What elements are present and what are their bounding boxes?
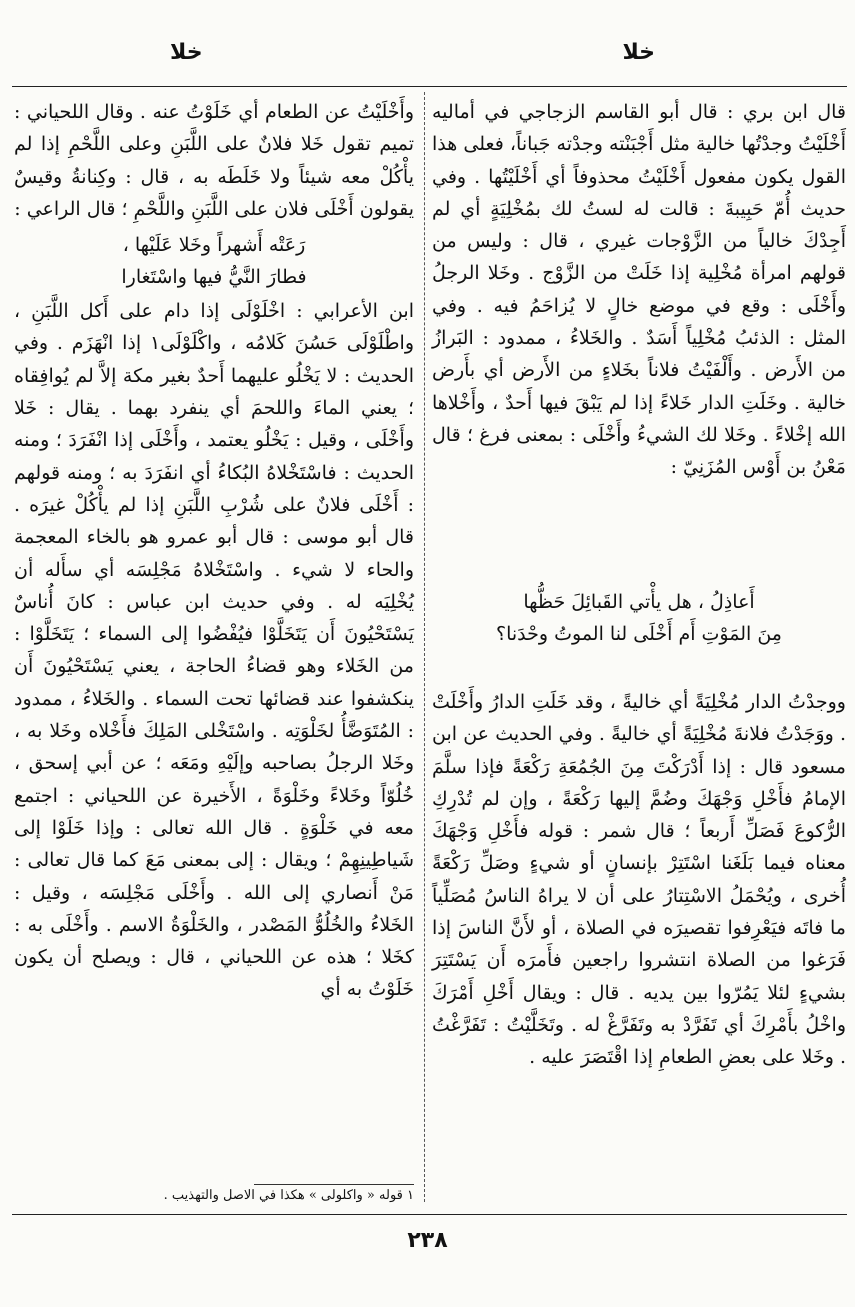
right-column-bottom — [432, 686, 846, 1074]
left-column-text-bottom: ابن الأعرابي : اخْلَوْلَى إذا دام على أَكل اللَّبَنِ ، واطْلَوْلَى حَسُنَ كَلامُه ، واكْلَوْلَى١ إذا انْهَزَم . وفي الحديث : لا يَخْلُو عليهما أَحدٌ بغير مكة إلاَّ لم يُوافِقاه ؛ يعني الماءَ واللحمَ أي ينفرد بهما . يقال : خَلا وأَخْلَى ، وقيل : يَخْلُو يعتمد ، وأَخْلَى إذا انْفَرَدَ ؛ ومنه الحديث : فاسْتَخْلاهُ البُكاءُ أي انفَرَدَ به ؛ ومنه قولهم : أَخْلَى فلانٌ على شُرْبِ اللَّبَنِ إذا لم يأْكُلْ غيرَه . قال أبو موسى : قال أبو عمرو هو بالخاء المعجمة والحاء لا شيء . واسْتَخْلاهُ مَجْلِسَه أي سأَله أن يُخْلِيَه له . وفي حديث ابن عباس : كانَ أُناسٌ يَسْتَحْيُونَ أَن يَتَخَلَّوْا فيُفْضُوا إلى السماء ؛ يَتَخَلَّوْا : من الخَلاء وهو قضاءُ الحاجة ، يعني يَسْتَحْيُونَ أَن ينكشفوا عند قضائها تحت السماء . والخَلاءُ ، ممدود : المُتَوَضَّأُ لخَلْوَتِه . واسْتَخْلى المَلِكَ فأَخْلاه وخَلا به ، وخَلا الرجلُ بصاحبه وإلَيْهِ ومَعَه ؛ عن أبي إسحق ، خُلُوّاً وخَلاءً وخَلْوَةً ، الأَخيرة عن اللحياني : اجتمع معه في خَلْوَةٍ . قال الله تعالى : وإذا خَلَوْا إلى شَياطِينِهِمْ ؛ ويقال : إلى بمعنى مَعَ كما قال تعالى : مَنْ أَنصاري إلى الله . وأَخْلَى مَجْلِسَه ، وقيل : الخَلاءُ والخُلُوُّ المَصْدر ، والخَلْوَةُ الاسم . وأَخْلَى به : كخَلا ؛ هذه عن اللحياني ، قال : ويصلح أن يكون خَلَوْتُ به أي — [14, 300, 414, 1001]
poem-line: فطارَ النَّيُّ فيها واسْتَغارا — [121, 266, 307, 289]
right-column-poem — [432, 586, 846, 650]
left-column — [14, 96, 414, 1006]
poem-line: أَعاذِلُ ، هل يأْتي القَبائِلَ حَظُّها — [523, 591, 755, 613]
header-rule — [12, 86, 847, 87]
left-column-poem — [14, 229, 414, 293]
footnote — [14, 1180, 414, 1205]
headword-right: خلا — [622, 40, 655, 65]
footnote-text: ١ قوله « واكلولى » هكذا في الاصل والتهذيب . — [163, 1188, 414, 1203]
footer-rule — [12, 1214, 847, 1215]
poem-line: رَعَتْه أَشهراً وخَلا عَلَيْها ، — [122, 234, 306, 257]
left-column-text-top: وأَخْلَيْتُ عن الطعام أي خَلَوْتُ عنه . وقال اللحياني : تميم تقول خَلا فلانٌ على اللَّبَنِ وعلى اللَّحْمِ إذا لم يأْكُلْ معه شيئاً ولا خَلَطَه به ، قال : وكِنانةُ وقيسٌ يقولون أَخْلَى فلان على اللَّبَنِ واللَّحْمِ ؛ قال الراعي : — [14, 101, 414, 220]
right-column-text-top: قال ابن بري : قال أبو القاسم الزجاجي في أماليه أَخْلَيْتُ وجدْتُها خالية مثل أَجْبَنْته وجدْته جَباناً، فعلى هذا القول يكون مفعول أَخْلَيْتُ محذوفاً أي أَخْلَيْتُها . وفي حديث أُمّ حَبِيبةَ : قالت له لستُ لك بمُخْلِيَةٍ أي لم أَجِدْكَ خالياً من الزَّوْجات غيري ، قال : وليس من قولهم امرأة مُخْلِية إذا خَلَتْ من الزَّوْج . وخَلا الرجلُ وأَخْلَى : وقع في موضع خالٍ لا يُزاحَمُ فيه . وفي المثل : الذئبُ مُخْلِياً أَسَدٌ . والخَلاءُ ، ممدود : البَرازُ من الأَرض . وأَلْفَيْتُ فلاناً بخَلاءٍ من الأَرض أي بأَرض خالية . وخَلَتِ الدار خَلاءً إذا لم يَبْقَ فيها أَحدٌ ، وأَخْلاها الله إخْلاءً . وخَلا لك الشيءُ وأَخْلَى : بمعنى فرغ ؛ قال مَعْنُ بن أَوْس المُزَنِيّ : — [432, 101, 846, 479]
right-column-top — [432, 96, 846, 484]
column-divider — [424, 92, 425, 1202]
footnote-rule — [254, 1184, 414, 1185]
right-column-text-bottom: ووجدْتُ الدار مُخْلِيَةً أي خاليةً ، وقد خَلَتِ الدارُ وأَخْلَتْ . ووَجَدْتُ فلانةَ مُخْلِيَةً أي خاليةً . وفي الحديث عن ابن مسعود قال : إذا أَدْرَكْتَ مِنَ الجُمُعَةِ رَكْعَةً فإذا سلَّمَ الإمامُ فأَخْلِ وَجْهَكَ وضُمَّ إليها رَكْعَةً ، وإن لم تُدْرِكِ الرُّكوعَ فَصَلِّ أَربعاً ؛ قال شمر : قوله فأَخْلِ وَجْهَكَ معناه فيما بَلَغَنا اسْتَتِرْ بإنسانٍ أو شيءٍ وصَلِّ رَكْعَةً أُخرى ، ويُحْمَلُ الاسْتِتارُ على أن لا يراهُ الناسُ مُصَلِّياً ما فاتَه فيَعْرِفوا تقصيرَه في الصلاة ، أو لأَنَّ الناسَ إذا فَرَغوا من الصلاة انتشروا راجعين فأَمرَه أَن يَسْتَتِرَ بشيءٍ لئلا يَمُرّوا بين يديه . قال : ويقال أَخْلِ أَمْرَكَ واخْلُ بأَمْرِكَ أي تَفَرَّدْ به وتَفَرَّغْ له . وتَخَلَّيْتُ : تَفَرَّغْتُ . وخَلا على بعضِ الطعامِ إذا اقْتَصَرَ عليه . — [432, 691, 846, 1069]
headword-left: خلا — [170, 40, 203, 65]
poem-line: مِنَ المَوْتِ أَم أَخْلَى لنا الموتُ وحْدَنا؟ — [496, 623, 782, 645]
page-number: ٢٣٨ — [407, 1228, 448, 1253]
